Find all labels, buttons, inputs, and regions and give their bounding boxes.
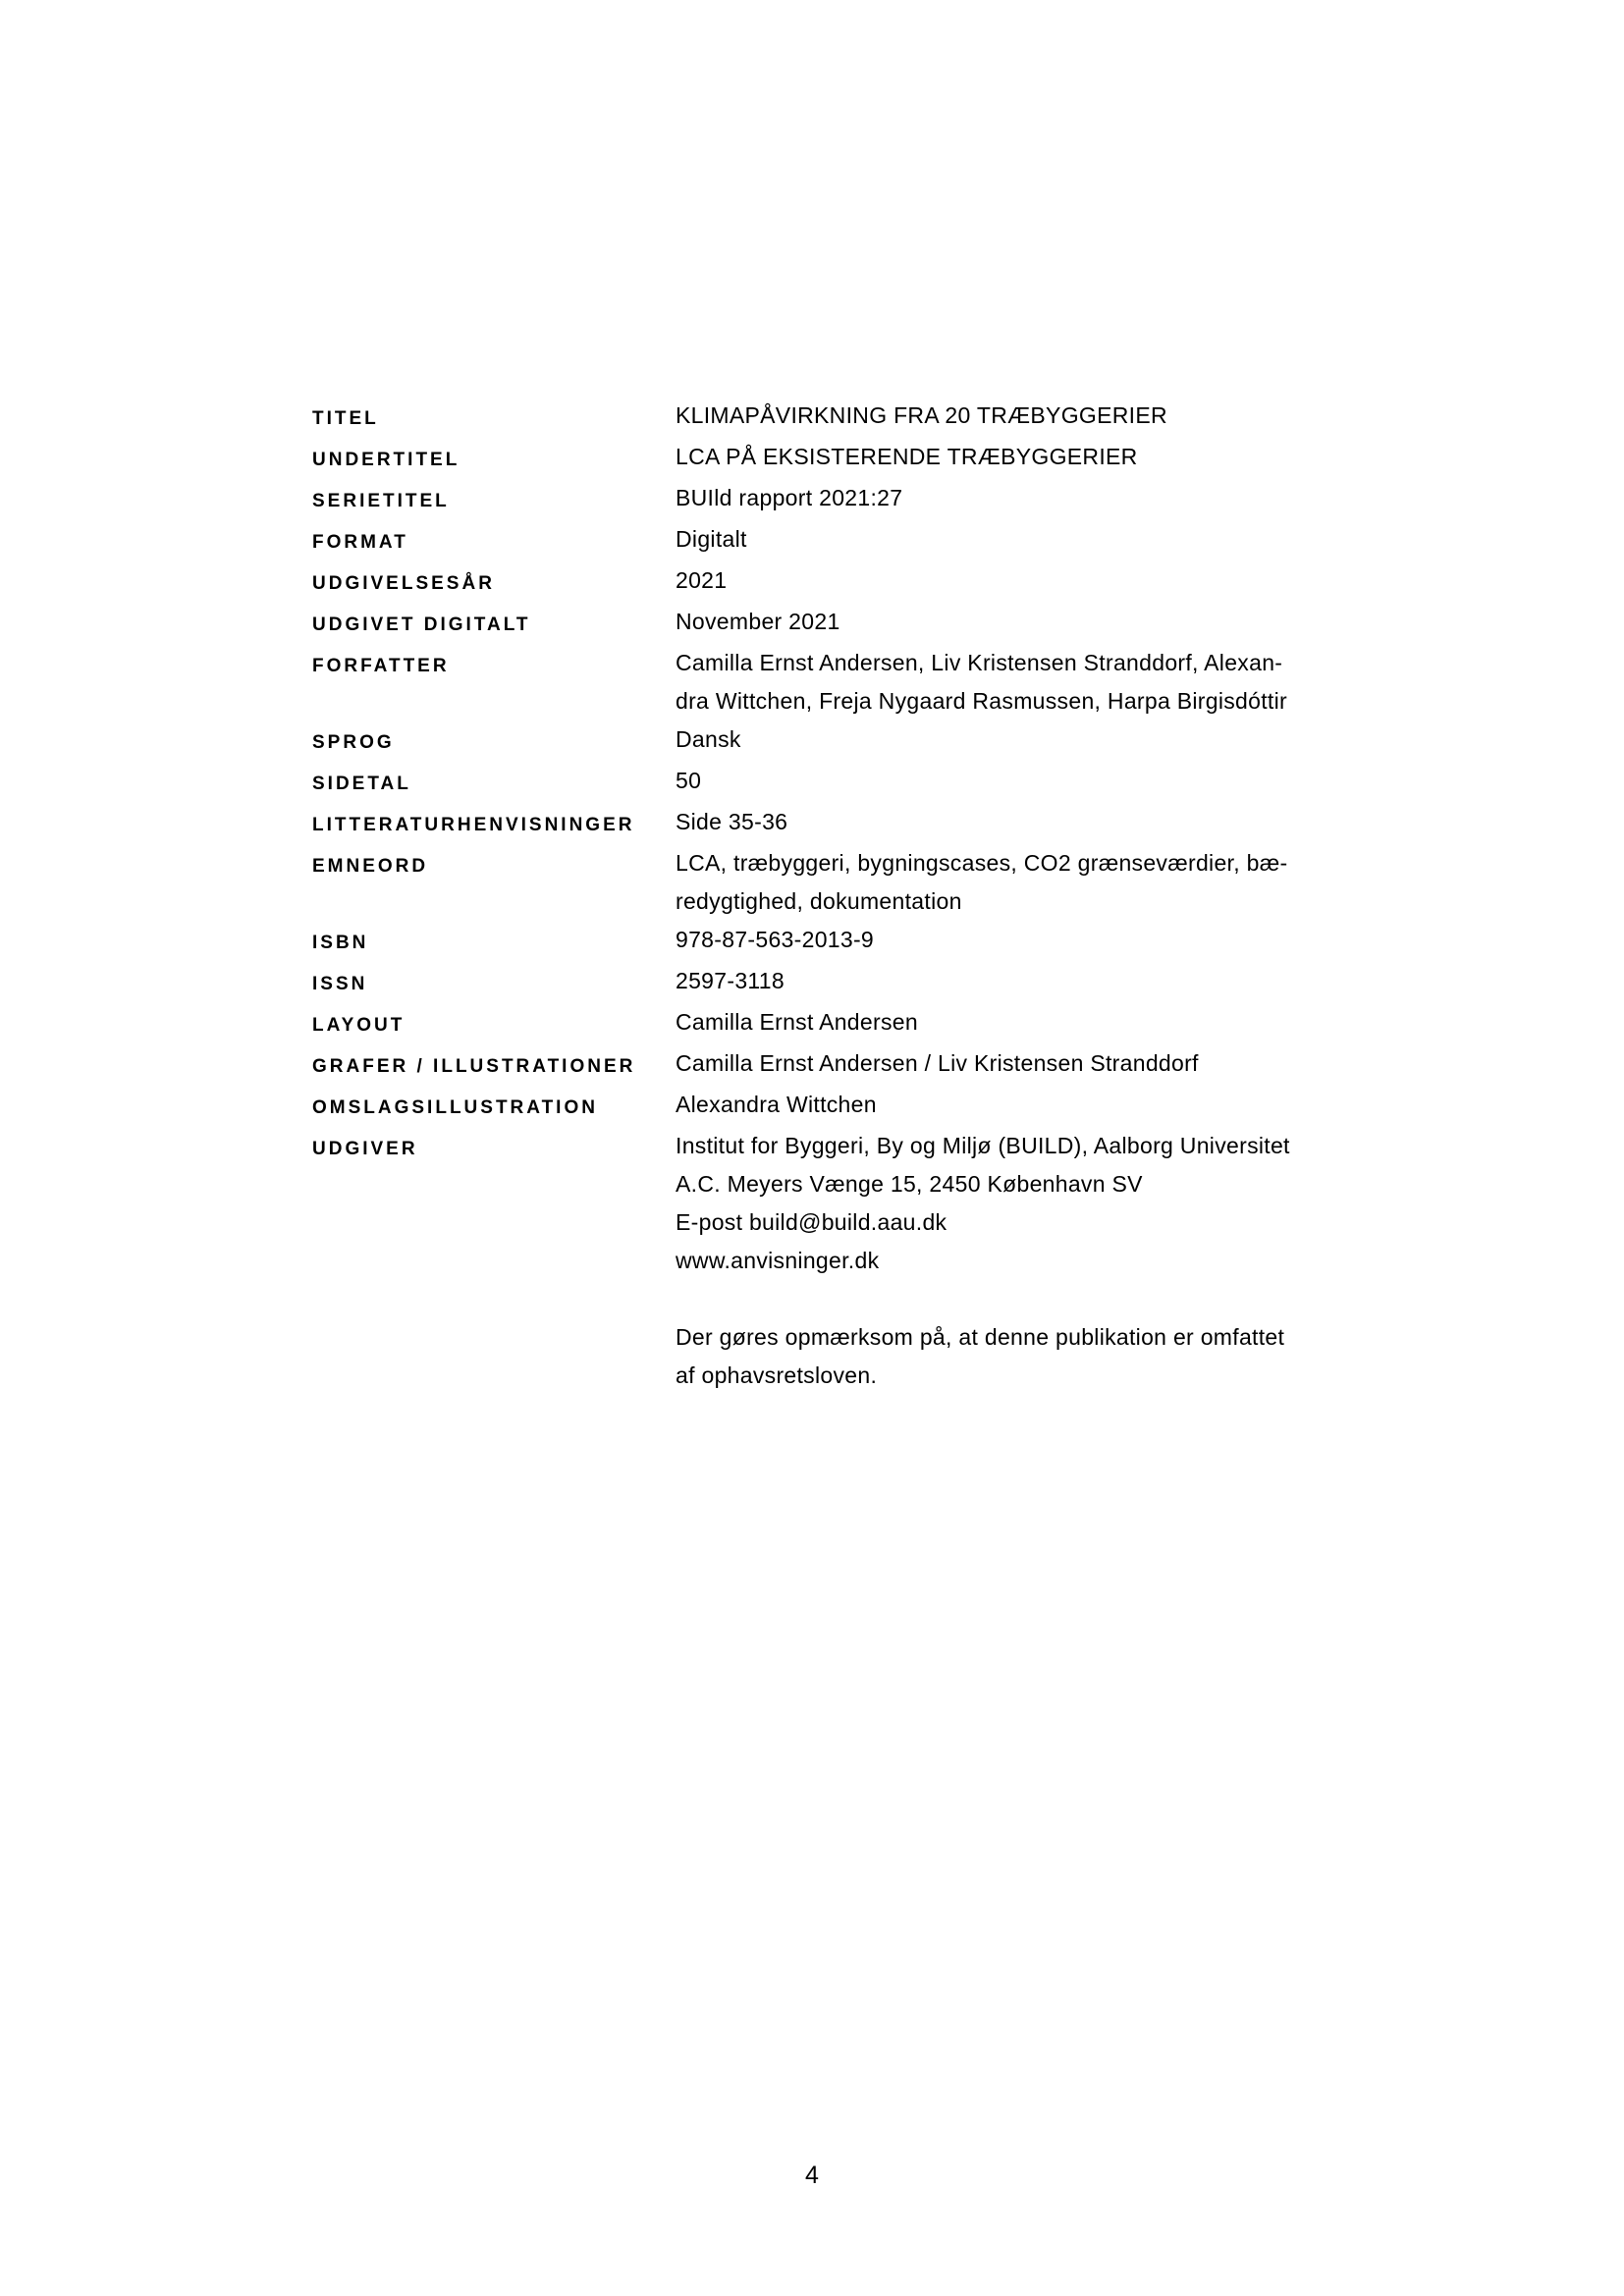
colophon-row-format [312,520,1333,561]
field-label: ISBN [312,933,369,953]
colophon [312,397,1333,1395]
field-label: OMSLAGSILLUSTRATION [312,1097,598,1118]
value-line: 2597-3118 [676,968,785,993]
colophon-row-omslagsillustration [312,1086,1333,1127]
field-label: SIDETAL [312,774,411,794]
field-value [676,561,1333,600]
value-line: Dansk [676,726,741,752]
colophon-row-undertitel [312,438,1333,479]
field-value [676,1127,1333,1395]
field-value [676,1086,1333,1124]
field-label: UNDERTITEL [312,450,460,470]
value-line: 978-87-563-2013-9 [676,927,875,952]
value-line: dra Wittchen, Freja Nygaard Rasmussen, Harpa Birgisdóttir [676,688,1287,714]
paragraph-spacer [676,1280,1333,1318]
value-line: Alexandra Wittchen [676,1092,877,1117]
website-line: www.anvisninger.dk [676,1248,880,1273]
colophon-row-grafer-illustrationer [312,1044,1333,1086]
field-label: FORMAT [312,532,408,553]
colophon-row-issn [312,962,1333,1003]
value-line: Camilla Ernst Andersen, Liv Kristensen Stranddorf, Alexan- [676,650,1283,675]
field-value [676,1003,1333,1041]
value-line: Side 35-36 [676,809,788,834]
field-label: UDGIVET DIGITALT [312,614,531,635]
value-line: Digitalt [676,526,747,552]
value-line: Camilla Ernst Andersen / Liv Kristensen Stranddorf [676,1050,1199,1076]
field-value [676,603,1333,641]
colophon-row-forfatter [312,644,1333,721]
field-label: FORFATTER [312,656,450,676]
field-value [676,397,1333,435]
colophon-row-isbn [312,921,1333,962]
copyright-notice-line: Der gøres opmærksom på, at denne publikation er omfattet [676,1324,1285,1350]
value-line: BUIld rapport 2021:27 [676,485,903,510]
field-label: UDGIVER [312,1139,418,1159]
field-label: GRAFER / ILLUSTRATIONER [312,1056,636,1077]
page-number: 4 [805,2162,819,2189]
field-value [676,1044,1333,1083]
field-value [676,762,1333,800]
colophon-row-udgiver [312,1127,1333,1395]
value-line: Camilla Ernst Andersen [676,1009,918,1035]
field-value [676,962,1333,1000]
colophon-row-emneord [312,844,1333,921]
value-line: 2021 [676,567,728,593]
field-value [676,520,1333,559]
field-label: EMNEORD [312,856,429,877]
colophon-row-udgivet-digitalt [312,603,1333,644]
value-line: LCA PÅ EKSISTERENDE TRÆBYGGERIER [676,444,1138,469]
field-value [676,644,1333,721]
field-label: ISSN [312,974,368,994]
field-label: UDGIVELSESÅR [312,573,495,594]
colophon-row-udgivelsesaar [312,561,1333,603]
field-value [676,479,1333,517]
value-line: 50 [676,768,702,793]
field-value [676,721,1333,759]
field-value [676,438,1333,476]
copyright-notice-line: af ophavsretsloven. [676,1362,878,1388]
value-line: LCA, træbyggeri, bygningscases, CO2 grænseværdier, bæ- [676,850,1288,876]
value-line: November 2021 [676,609,840,634]
field-value [676,803,1333,841]
field-label: LITTERATURHENVISNINGER [312,815,635,835]
colophon-row-sprog [312,721,1333,762]
value-line: KLIMAPÅVIRKNING FRA 20 TRÆBYGGERIER [676,402,1167,428]
colophon-row-layout [312,1003,1333,1044]
field-label: SERIETITEL [312,491,450,511]
field-value [676,844,1333,921]
colophon-row-litteraturhenvisninger [312,803,1333,844]
colophon-row-serietitel [312,479,1333,520]
colophon-row-titel [312,397,1333,438]
email-line: E-post build@build.aau.dk [676,1209,947,1235]
value-line: redygtighed, dokumentation [676,888,962,914]
value-line: A.C. Meyers Vænge 15, 2450 København SV [676,1171,1143,1197]
value-line: Institut for Byggeri, By og Miljø (BUILD), Aalborg Universitet [676,1133,1290,1158]
colophon-row-sidetal [312,762,1333,803]
field-value [676,921,1333,959]
field-label: SPROG [312,732,395,753]
field-label: LAYOUT [312,1015,406,1036]
field-label: TITEL [312,408,379,429]
